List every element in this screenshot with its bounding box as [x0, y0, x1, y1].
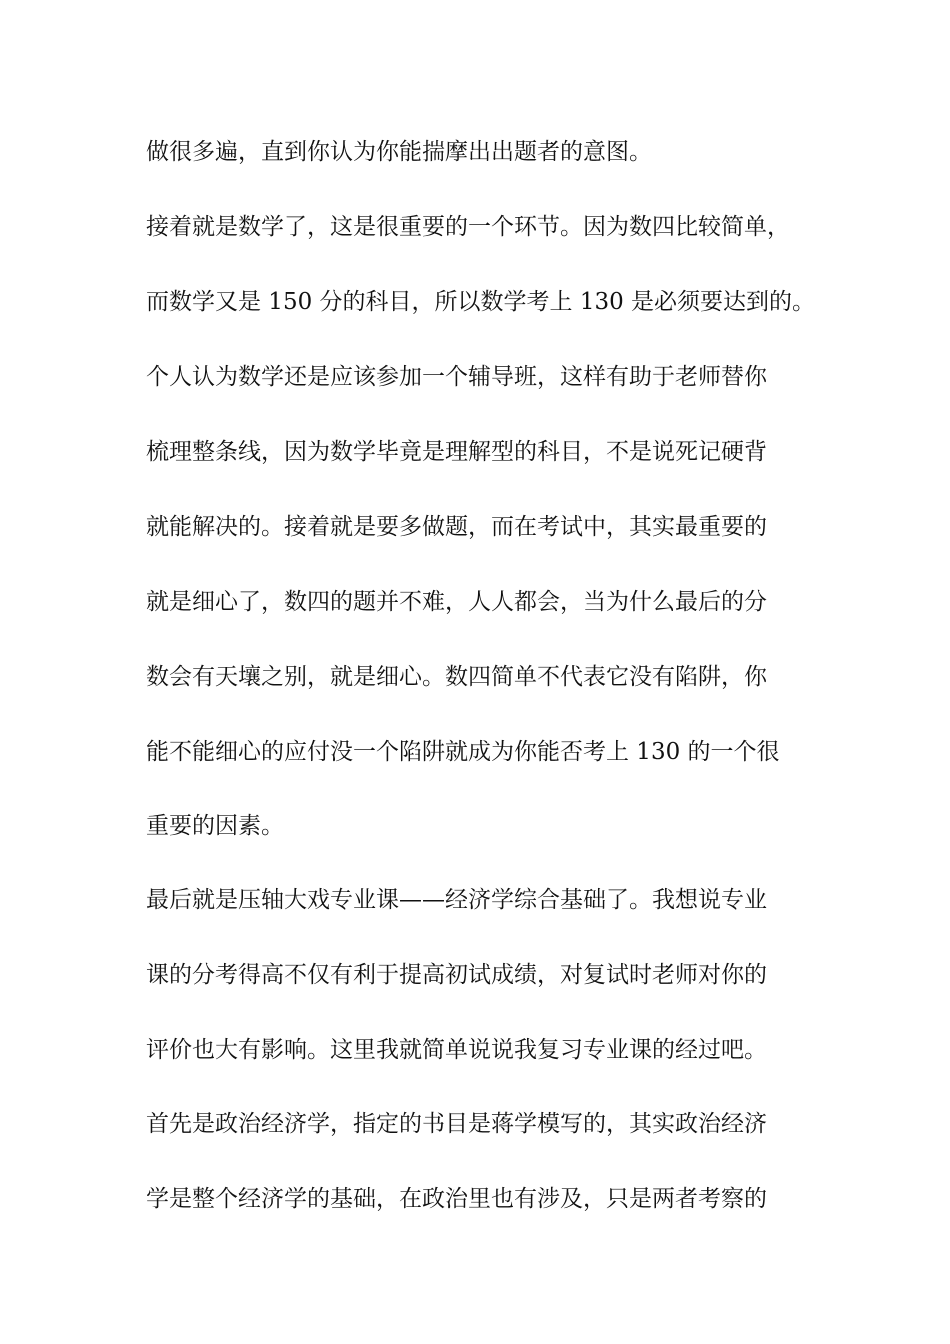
text-line: 而数学又是 150 分的科目，所以数学考上 130 是必须要达到的。 [146, 289, 816, 315]
text-line: 首先是政治经济学，指定的书目是蒋学模写的，其实政治经济 [146, 1111, 767, 1137]
text-line: 最后就是压轴大戏专业课——经济学综合基础了。我想说专业 [146, 887, 767, 913]
text-line: 课的分考得高不仅有利于提高初试成绩，对复试时老师对你的 [146, 962, 767, 988]
text-line: 评价也大有影响。这里我就简单说说我复习专业课的经过吧。 [146, 1037, 767, 1063]
text-line: 就能解决的。接着就是要多做题，而在考试中，其实最重要的 [146, 514, 767, 540]
text-line: 梳理整条线，因为数学毕竟是理解型的科目，不是说死记硬背 [146, 439, 767, 465]
text-line: 做很多遍，直到你认为你能揣摩出出题者的意图。 [146, 139, 652, 165]
text-line: 学是整个经济学的基础，在政治里也有涉及，只是两者考察的 [146, 1186, 767, 1212]
text-line: 个人认为数学还是应该参加一个辅导班，这样有助于老师替你 [146, 364, 767, 390]
text-line: 数会有天壤之别，就是细心。数四简单不代表它没有陷阱，你 [146, 664, 767, 690]
text-line: 重要的因素。 [146, 813, 284, 839]
text-line: 能不能细心的应付没一个陷阱就成为你能否考上 130 的一个很 [146, 739, 780, 765]
text-line: 接着就是数学了，这是很重要的一个环节。因为数四比较简单， [146, 214, 790, 240]
text-line: 就是细心了，数四的题并不难，人人都会，当为什么最后的分 [146, 589, 767, 615]
